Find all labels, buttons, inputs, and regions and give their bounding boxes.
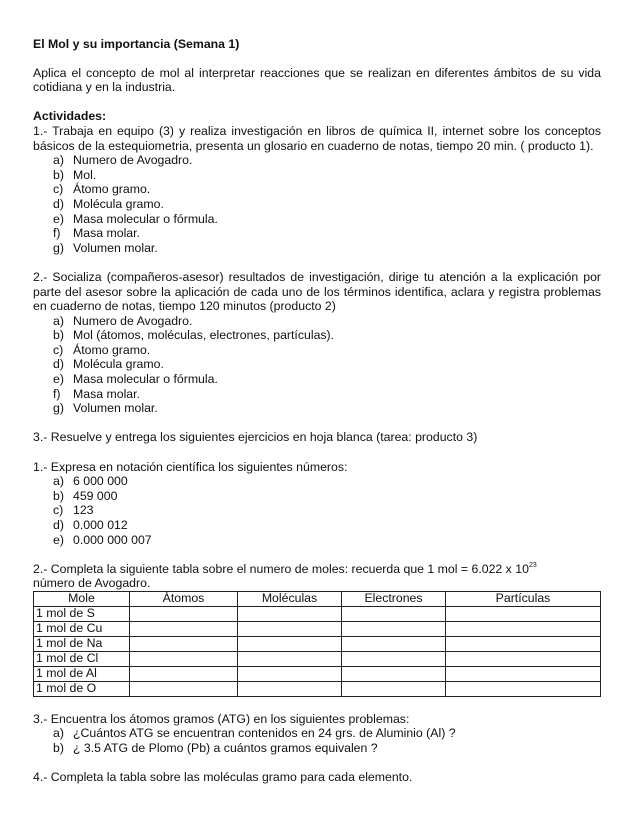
exercise-4-text: 4.- Completa la tabla sobre las moléculas gramo para cada elemento.: [33, 769, 413, 784]
table-cell: [446, 606, 601, 621]
table-row-label: 1 mol de Al: [34, 666, 130, 681]
table-cell: [342, 666, 446, 681]
list-item-letter: c): [53, 342, 64, 357]
list-item-text: 459 000: [73, 488, 118, 503]
table-header-cell: Átomos: [130, 591, 238, 606]
exercise-2-text-main: 2.- Completa la siguiente tabla sobre el numero de moles: recuerda que 1 mol = 6.022 x 10: [33, 561, 529, 576]
list-item: [33, 314, 601, 329]
list-item-letter: f): [53, 386, 61, 401]
list-item-letter: f): [53, 226, 61, 241]
table-row: [34, 606, 601, 621]
table-cell: [342, 681, 446, 696]
list-item-text: ¿Cuántos ATG se encuentran contenidos en 24 grs. de Aluminio (Al) ?: [73, 726, 456, 741]
table-cell: [342, 606, 446, 621]
activity-2-list: [33, 314, 601, 416]
list-item-letter: b): [53, 740, 64, 755]
table-cell: [130, 681, 238, 696]
list-item-text: Átomo gramo.: [73, 342, 151, 357]
table-row: [34, 681, 601, 696]
actividades-heading: Actividades:: [33, 109, 107, 124]
document-page: [33, 37, 601, 785]
table-header-cell: Partículas: [446, 591, 601, 606]
list-item-text: 123: [73, 503, 94, 518]
activity-1-text: 1.- Trabaja en equipo (3) y realiza investigación en libros de química II, internet sobre los conceptos básicos de la estequiometria, presenta un glosario en cuaderno de notas, tiempo 20 min. ( producto 1).: [33, 123, 601, 153]
exercise-3-list: [33, 726, 601, 755]
activity-2-text: 2.- Socializa (compañeros-asesor) resultados de investigación, dirige tu atención a la explicación por parte del asesor sobre la aplicación de cada uno de los términos identifica, aclara y registra problemas en cuaderno de notas, tiempo 120 minutos (producto 2): [33, 269, 601, 314]
table-row-label: 1 mol de O: [34, 681, 130, 696]
table-row-label: 1 mol de Na: [34, 636, 130, 651]
list-item-letter: e): [53, 372, 64, 387]
list-item-text: Numero de Avogadro.: [73, 313, 193, 328]
list-item-text: Molécula gramo.: [73, 357, 164, 372]
list-item-letter: b): [53, 167, 64, 182]
list-item-letter: g): [53, 401, 64, 416]
list-item: [33, 168, 601, 183]
table-cell: [342, 651, 446, 666]
list-item: [33, 503, 601, 518]
table-cell: [130, 636, 238, 651]
moles-table: [33, 591, 601, 697]
list-item-text: 0.000 000 007: [73, 532, 152, 547]
list-item-text: Mol (átomos, moléculas, electrones, partículas).: [73, 328, 335, 343]
list-item-letter: a): [53, 313, 64, 328]
table-header-cell: Electrones: [342, 591, 446, 606]
exercise-1-list: [33, 474, 601, 547]
list-item-letter: g): [53, 240, 64, 255]
list-item-text: Numero de Avogadro.: [73, 153, 193, 168]
table-row: [34, 651, 601, 666]
list-item-text: ¿ 3.5 ATG de Plomo (Pb) a cuántos gramos equivalen ?: [73, 740, 378, 755]
list-item: [33, 343, 601, 358]
table-row-label: 1 mol de Cl: [34, 651, 130, 666]
list-item: [33, 241, 601, 256]
table-cell: [130, 666, 238, 681]
table-row: [34, 621, 601, 636]
table-cell: [342, 636, 446, 651]
moles-table-body: [34, 606, 601, 696]
list-item: [33, 153, 601, 168]
list-item-letter: c): [53, 182, 64, 197]
list-item-text: Molécula gramo.: [73, 196, 164, 211]
intro-paragraph: Aplica el concepto de mol al interpretar reacciones que se realizan en diferentes ámbitos de su vida cotidiana y en la industria.: [33, 65, 601, 95]
list-item: [33, 357, 601, 372]
list-item: [33, 387, 601, 402]
exercise-2-text-after: número de Avogadro.: [33, 576, 151, 591]
list-item-letter: d): [53, 518, 64, 532]
table-cell: [446, 651, 601, 666]
table-header-cell: Moléculas: [238, 591, 342, 606]
list-item-letter: a): [53, 474, 64, 489]
list-item-letter: a): [53, 726, 64, 741]
list-item-text: Masa molar.: [73, 386, 140, 401]
exercise-2-text: [33, 562, 601, 577]
table-cell: [238, 666, 342, 681]
list-item-letter: a): [53, 153, 64, 168]
list-item-letter: d): [53, 196, 64, 211]
table-row: [34, 636, 601, 651]
list-item-letter: b): [53, 488, 64, 503]
table-cell: [238, 681, 342, 696]
list-item: [33, 328, 601, 343]
table-cell: [446, 621, 601, 636]
moles-table-header-row: [34, 591, 601, 606]
list-item-letter: b): [53, 328, 64, 343]
table-cell: [446, 666, 601, 681]
list-item-letter: e): [53, 532, 64, 547]
activity-3-text: 3.- Resuelve y entrega los siguientes ejercicios en hoja blanca (tarea: producto 3): [33, 430, 478, 445]
table-cell: [238, 651, 342, 666]
table-row: [34, 666, 601, 681]
list-item: [33, 197, 601, 212]
list-item-text: Átomo gramo.: [73, 182, 151, 197]
list-item-text: 0.000 012: [73, 518, 128, 532]
list-item-text: 6 000 000: [73, 474, 128, 489]
table-row-label: 1 mol de Cu: [34, 621, 130, 636]
list-item-text: Volumen molar.: [73, 401, 158, 416]
table-cell: [130, 606, 238, 621]
list-item-letter: e): [53, 211, 64, 226]
table-cell: [238, 621, 342, 636]
table-cell: [238, 636, 342, 651]
table-cell: [446, 681, 601, 696]
document-title: El Mol y su importancia (Semana 1): [33, 37, 240, 51]
list-item: [33, 726, 601, 741]
list-item: [33, 372, 601, 387]
exercise-2-exponent: 23: [528, 561, 537, 569]
list-item-letter: d): [53, 357, 64, 372]
list-item-text: Masa molecular o fórmula.: [73, 372, 218, 387]
list-item: [33, 474, 601, 489]
exercise-1-text: 1.- Expresa en notación científica los siguientes números:: [33, 459, 348, 474]
list-item-text: Masa molar.: [73, 226, 140, 241]
table-cell: [130, 651, 238, 666]
list-item-letter: c): [53, 503, 64, 518]
table-cell: [446, 636, 601, 651]
list-item: [33, 212, 601, 227]
list-item: [33, 182, 601, 197]
table-cell: [238, 606, 342, 621]
table-cell: [342, 621, 446, 636]
list-item-text: Mol.: [73, 167, 97, 182]
list-item: [33, 489, 601, 504]
table-row-label: 1 mol de S: [34, 606, 130, 621]
table-cell: [130, 621, 238, 636]
list-item: [33, 401, 601, 416]
list-item: [33, 741, 601, 756]
list-item: [33, 533, 601, 548]
list-item-text: Masa molecular o fórmula.: [73, 211, 218, 226]
list-item: [33, 518, 601, 533]
activity-1-list: [33, 153, 601, 255]
table-header-cell: Mole: [34, 591, 130, 606]
list-item-text: Volumen molar.: [73, 240, 158, 255]
list-item: [33, 226, 601, 241]
exercise-3-text: 3.- Encuentra los átomos gramos (ATG) en los siguientes problemas:: [33, 711, 410, 726]
